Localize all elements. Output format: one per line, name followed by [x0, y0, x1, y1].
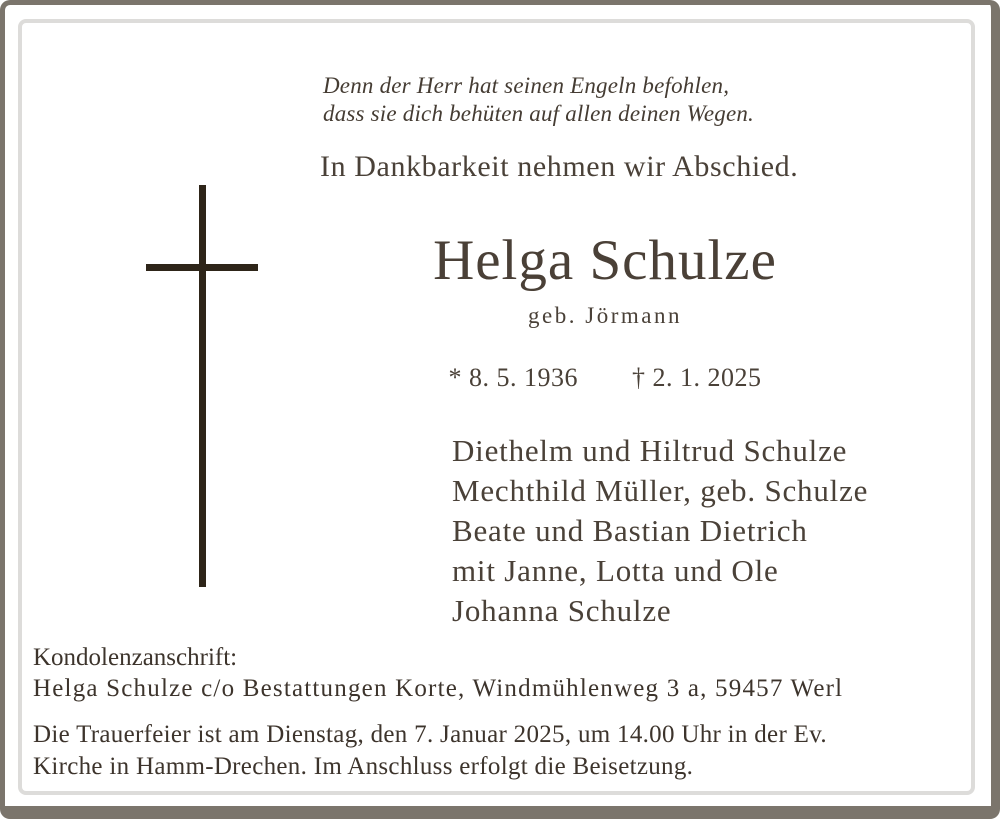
mourner-line: Diethelm und Hiltrud Schulze: [452, 433, 848, 468]
scripture-quote: [323, 72, 754, 128]
life-dates: [305, 364, 905, 393]
mourners-list: [452, 431, 868, 631]
condolence-label: Kondolenzanschrift:: [33, 644, 238, 671]
maiden-name: geb. Jörmann: [528, 303, 682, 328]
mourner-line: Beate und Bastian Dietrich: [452, 513, 808, 548]
mourner-line: mit Janne, Lotta und Ole: [452, 553, 779, 588]
mourner-line: Mechthild Müller, geb. Schulze: [452, 473, 869, 508]
cross-icon-bar: [146, 264, 258, 271]
condolence-address: Helga Schulze c/o Bestattungen Korte, Windmühlenweg 3 a, 59457 Werl: [33, 675, 844, 702]
funeral-info: [33, 719, 827, 782]
cross-icon: [199, 185, 206, 587]
farewell-statement: In Dankbarkeit nehmen wir Abschied.: [320, 150, 799, 183]
scripture-quote-line2: dass sie dich behüten auf allen deinen Wegen.: [323, 101, 755, 126]
deceased-name: Helga Schulze: [433, 229, 777, 292]
birth-date: * 8. 5. 1936: [448, 363, 578, 392]
mourner-line: Johanna Schulze: [452, 593, 672, 628]
funeral-info-line2: Kirche in Hamm-Drechen. Im Anschluss erfolgt die Beisetzung.: [33, 752, 694, 780]
death-date: † 2. 1. 2025: [632, 363, 762, 392]
scripture-quote-line1: Denn der Herr hat seinen Engeln befohlen,: [323, 73, 730, 98]
funeral-info-line1: Die Trauerfeier ist am Dienstag, den 7. Januar 2025, um 14.00 Uhr in der Ev.: [33, 721, 827, 748]
condolence-block: [33, 642, 843, 704]
